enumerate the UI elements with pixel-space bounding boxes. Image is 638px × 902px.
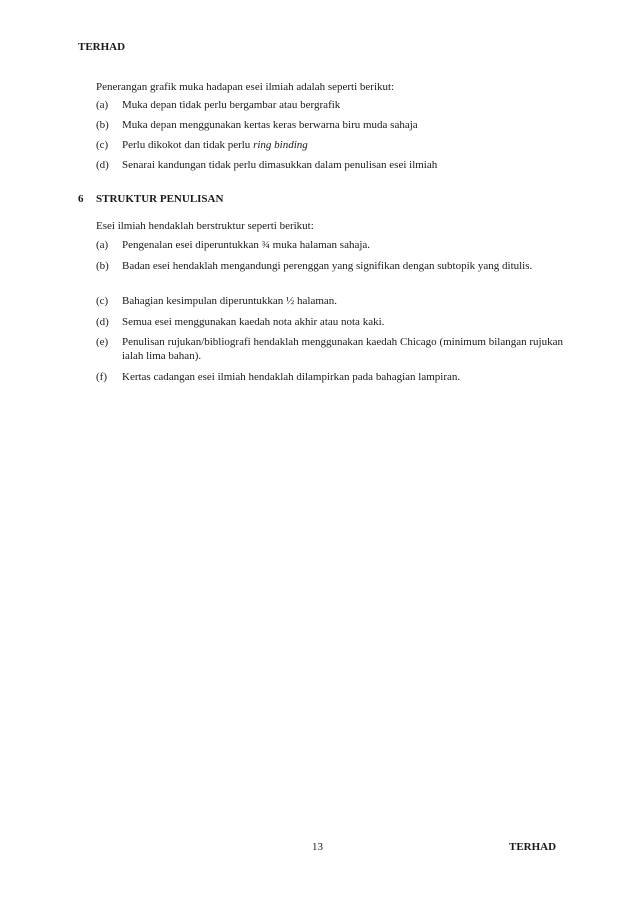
list-item-text: Muka depan tidak perlu bergambar atau bergrafik [122, 99, 341, 111]
list-item-text: Penulisan rujukan/bibliografi hendaklah menggunakan kaedah Chicago (minimum bilangan rujukan ialah lima bahan). [122, 336, 563, 362]
list-item-text: Muka depan menggunakan kertas keras berwarna biru muda sahaja [122, 119, 418, 131]
section5-intro: Penerangan grafik muka hadapan esei ilmiah adalah seperti berikut: [96, 81, 395, 93]
list-item [96, 259, 563, 294]
list-item-text: Badan esei hendaklah mengandungi perenggan yang signifikan dengan subtopik yang ditulis. [122, 260, 533, 272]
list-item [96, 315, 563, 335]
list-item [96, 370, 563, 390]
list-item [96, 238, 563, 259]
list-item-label: (e) [96, 336, 109, 348]
list-item-label: (b) [96, 260, 109, 272]
list-item [96, 138, 563, 158]
list-item-text-plain: Perlu dikokot dan tidak perlu [122, 139, 254, 151]
list-item-text: Kertas cadangan esei ilmiah hendaklah dilampirkan pada bahagian lampiran. [122, 371, 461, 383]
list-item-label: (f) [96, 371, 107, 383]
list-item-text: Pengenalan esei diperuntukkan ¾ muka halaman sahaja. [122, 239, 371, 251]
list-item-label: (a) [96, 99, 109, 111]
list-item-label: (c) [96, 295, 109, 307]
list-item-label: (b) [96, 119, 109, 131]
list-item [96, 335, 563, 370]
list-item-text: Bahagian kesimpulan diperuntukkan ½ halaman. [122, 295, 338, 307]
list-item [96, 98, 563, 118]
list-item-label: (a) [96, 239, 109, 251]
list-item-text [122, 138, 563, 158]
section-title: STRUKTUR PENULISAN [96, 193, 224, 205]
list-item [96, 294, 563, 315]
list-item-label: (d) [96, 159, 109, 171]
list-item-label: (c) [96, 139, 109, 151]
header-classification-label: TERHAD [78, 41, 126, 53]
list-item-label: (d) [96, 316, 109, 328]
footer-page-number: 13 [312, 841, 323, 853]
section6-list [96, 238, 563, 390]
section-number: 6 [78, 193, 84, 205]
section5-list [96, 98, 563, 178]
list-item [96, 158, 563, 178]
list-item-text: Semua esei menggunakan kaedah nota akhir atau nota kaki. [122, 316, 385, 328]
list-item-text: Senarai kandungan tidak perlu dimasukkan dalam penulisan esei ilmiah [122, 159, 438, 171]
list-item [96, 118, 563, 138]
footer-classification-label: TERHAD [509, 841, 557, 853]
list-item-text-italic: ring binding [253, 139, 308, 151]
section6-intro: Esei ilmiah hendaklah berstruktur seperti berikut: [96, 220, 314, 232]
